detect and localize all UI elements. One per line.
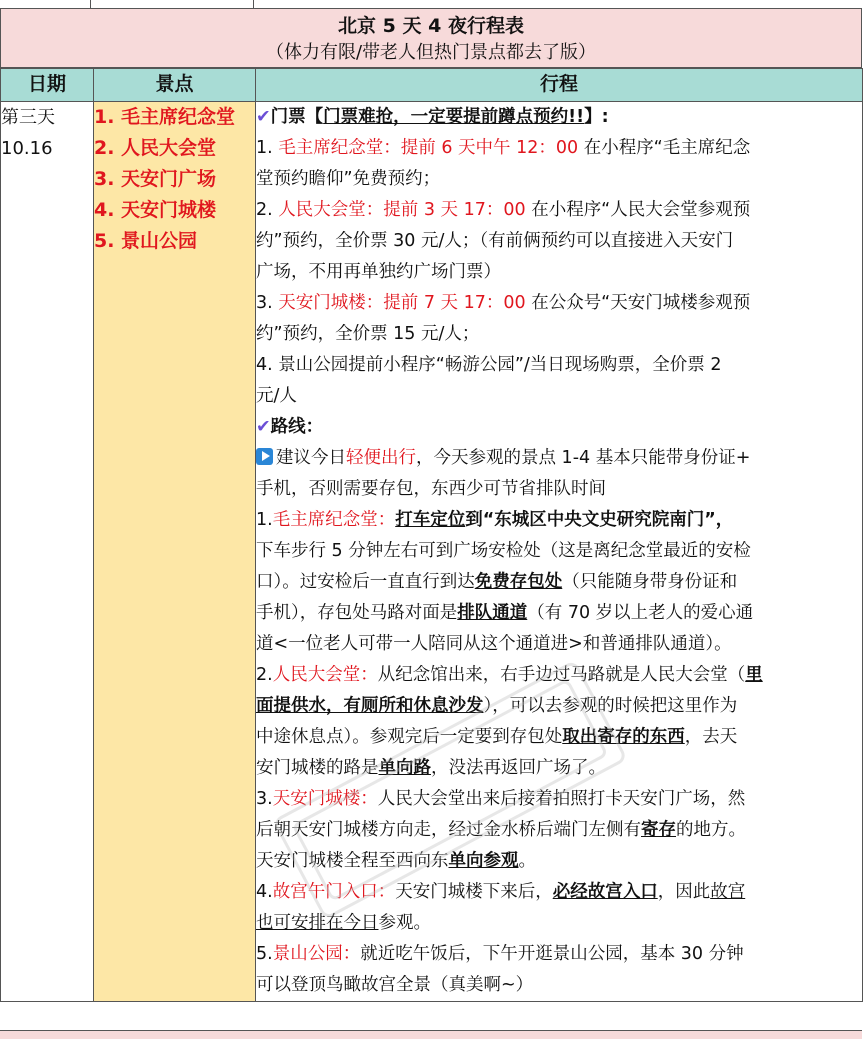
spot-item: 2. 人民大会堂 bbox=[94, 137, 217, 159]
check-icon: ✔ bbox=[256, 417, 271, 437]
route-step-3: 3.天安门城楼：人民大会堂出来后接着拍照打卡天安门广场，然 bbox=[256, 789, 746, 809]
header-spots: 景点 bbox=[94, 69, 256, 102]
ticket-item-1: 1. 毛主席纪念堂：提前 6 天中午 12：00 在小程序“毛主席纪念 bbox=[256, 138, 751, 158]
plan-cell bbox=[256, 102, 863, 1002]
route-step-3-l3: 天安门城楼全程至西向东单向参观。 bbox=[256, 851, 536, 871]
day-date: 10.16 bbox=[1, 138, 53, 159]
check-icon: ✔ bbox=[256, 107, 271, 127]
day-row bbox=[1, 102, 863, 1002]
tickets-heading: ✔门票【门票难抢，一定要提前蹲点预约!!】: bbox=[256, 107, 609, 127]
route-step-1-l2: 下车步行 5 分钟左右可到广场安检处（这是离纪念堂最近的安检 bbox=[256, 541, 751, 561]
spot-item: 4. 天安门城楼 bbox=[94, 199, 217, 221]
play-icon bbox=[256, 448, 273, 465]
top-strip bbox=[0, 0, 868, 8]
ticket-item-3: 3. 天安门城楼：提前 7 天 17：00 在公众号“天安门城楼参观预 bbox=[256, 293, 751, 313]
route-tip-cont: 手机，否则需要存包，东西少可节省排队时间 bbox=[256, 479, 606, 499]
route-step-1-l3: 口）。过安检后一直直行到达免费存包处（只能随身带身份证和 bbox=[256, 572, 738, 592]
ticket-item-4-cont: 元/人 bbox=[256, 386, 297, 406]
route-step-5: 5.景山公园：就近吃午饭后，下午开逛景山公园，基本 30 分钟 bbox=[256, 944, 744, 964]
page-subtitle: （体力有限/带老人但热门景点都去了版） bbox=[265, 42, 597, 63]
ticket-item-2-cont: 约”预约，全价票 30 元/人；（有前俩预约可以直接进入天安门 bbox=[256, 231, 734, 251]
header-plan: 行程 bbox=[256, 69, 863, 102]
route-step-5-l2: 可以登顶鸟瞰故宫全景（真美啊~） bbox=[256, 975, 534, 995]
route-step-1-l4: 手机），存包处马路对面是排队通道（有 70 岁以上老人的爱心通 bbox=[256, 603, 754, 623]
route-step-2-l4: 安门城楼的路是单向路，没法再返回广场了。 bbox=[256, 758, 606, 778]
header-date: 日期 bbox=[1, 69, 94, 102]
day-label: 第三天 bbox=[1, 107, 55, 128]
itinerary-table bbox=[0, 68, 863, 1002]
ticket-item-2: 2. 人民大会堂：提前 3 天 17：00 在小程序“人民大会堂参观预 bbox=[256, 200, 751, 220]
route-step-1-l5: 道<一位老人可带一人陪同从这个通道进>和普通排队通道）。 bbox=[256, 634, 732, 654]
ticket-item-4: 4. 景山公园提前小程序“畅游公园”/当日现场购票，全价票 2 bbox=[256, 355, 722, 375]
spot-item: 1. 毛主席纪念堂 bbox=[94, 106, 236, 128]
spot-item: 3. 天安门广场 bbox=[94, 168, 217, 190]
ticket-item-3-cont: 约”预约，全价票 15 元/人； bbox=[256, 324, 480, 344]
route-step-2-l2: 面提供水，有厕所和休息沙发），可以去参观的时候把这里作为 bbox=[256, 696, 738, 716]
spots-cell bbox=[94, 102, 256, 1002]
route-step-4-l2: 也可安排在今日参观。 bbox=[256, 913, 431, 933]
route-step-4: 4.故宫午门入口：天安门城楼下来后，必经故宫入口，因此故宫 bbox=[256, 882, 746, 902]
ticket-item-2-cont2: 广场，不用再单独约广场门票） bbox=[256, 262, 501, 282]
ticket-item-1-cont: 堂预约瞻仰”免费预约； bbox=[256, 169, 441, 189]
route-tip: 建议今日轻便出行，今天参观的景点 1-4 基本只能带身份证+ bbox=[256, 443, 862, 474]
spot-item: 5. 景山公园 bbox=[94, 230, 198, 252]
title-block bbox=[0, 8, 862, 68]
page-title: 北京 5 天 4 夜行程表 bbox=[338, 15, 524, 37]
header-row bbox=[1, 69, 863, 102]
route-step-2: 2.人民大会堂：从纪念馆出来，右手边过马路就是人民大会堂（里 bbox=[256, 665, 763, 685]
route-step-3-l2: 后朝天安门城楼方向走，经过金水桥后端门左侧有寄存的地方。 bbox=[256, 820, 746, 840]
route-step-1: 1.毛主席纪念堂：打车定位到“东城区中央文史研究院南门”， bbox=[256, 510, 734, 530]
date-cell bbox=[1, 102, 94, 1002]
route-heading: ✔路线： bbox=[256, 417, 324, 437]
route-step-2-l3: 中途休息点）。参观完后一定要到存包处取出寄存的东西，去天 bbox=[256, 727, 738, 747]
